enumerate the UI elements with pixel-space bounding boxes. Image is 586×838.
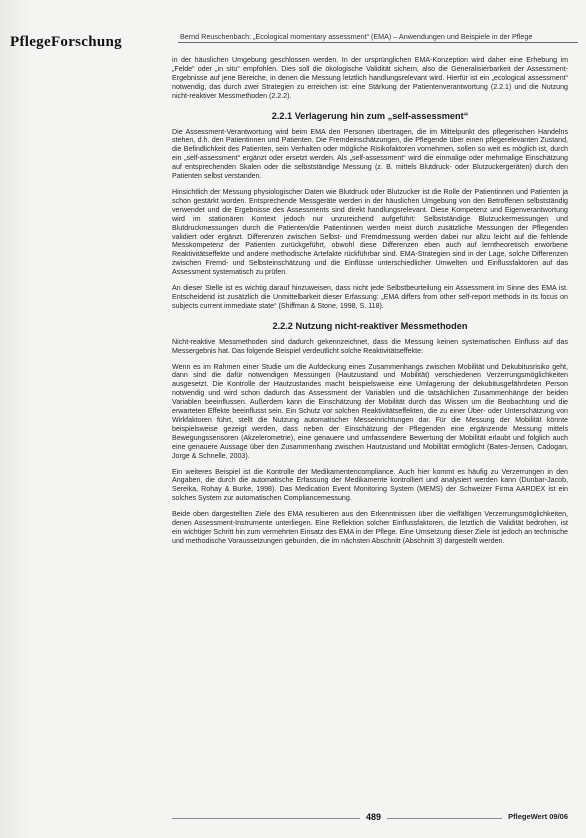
section-heading-2-2-2: 2.2.2 Nutzung nicht-reaktiver Messmethoden <box>272 320 468 331</box>
paragraph: Die Assessment-Verantwortung wird beim EMA den Personen übertragen, die im Mittelpunkt des pflegerischen Handelns stehen, d.h. den Patientinnen und Patienten. Die Fremdeinschätzungen, die Pflegende über einen pflegerelevanten Zustand, die Befindlichkeit des Patienten, sein Verhalten oder mögliche Risikofaktoren vornehmen, sollen so weit es möglich ist, durch ein „self-assessment“ ergänzt oder ersetzt werden. Als „self-assessment“ wird die einmalige oder mehrmalige Einschätzung auf entsprechenden Skalen oder die selbstständige Messung (z. B. mittels Blutdruck- oder Blutzuckergeräten) durch den Patienten selbst verstanden. <box>172 127 568 181</box>
paragraph: Nicht-reaktive Messmethoden sind dadurch gekennzeichnet, dass die Messung keinen systematischen Einfluss auf das Messergebnis hat. Das folgende Beispiel verdeutlicht solche Reaktivitätseffekte: <box>172 337 568 355</box>
paragraph: Ein weiteres Beispiel ist die Kontrolle der Medikamentencompliance. Auch hier kommt es häufig zu Verzerrungen in den Angaben, die durch die automatische Erfassung der Medikamente kontrolliert und analysiert werden kann (Dunbar-Jacob, Sereika, Rohay & Burke, 1998). Das Medication Event Monitoring System (MEMS) der Schweizer Firma AARDEX ist ein solches System zur automatischen Compliancemessung. <box>172 467 568 503</box>
journal-issue: PflegeWert 09/06 <box>502 812 568 821</box>
paragraph: Hinsichtlich der Messung physiologischer Daten wie Blutdruck oder Blutzucker ist die Rolle der Patientinnen und Patienten ja schon gestärkt worden. Entsprechende Messgeräte werden in der häuslichen Umgebung von den Betroffenen selbstständig verwendet und die Ergebnisse des Assessments sind direkt handlungsrelevant. Diese Kompetenz und Eigenverantwortung wird im stationären Kontext jedoch nur unzureichend aufgeführt: Selbstständige Blutzuckermessungen und Blutdruckmessungen durch die Patienten/die Patientinnen werden meist durch zusätzliche Messungen der Pflegenden validiert oder ergänzt. Differenzen zwischen Selbst- und Fremdmessung werden dabei nur allzu leicht auf die fehlende Messkompetenz der Patienten zurückgeführt, obwohl diese Differenzen eben auch auf lerntheoretisch erworbene Reaktivitätseffekte und andere methodische Artefakte rückführbar sind. EMA-Strategien sind in der Lage, solche Differenzen zwischen Fremd- und Selbsteinschätzung und die Einflüsse unterschiedlicher Umwelten und Einflussfaktoren auf das Assessment systematisch zu prüfen. <box>172 187 568 277</box>
intro-paragraph: in der häuslichen Umgebung geschlossen werden. In der ursprünglichen EMA-Konzeption wird daher eine Erhebung im „Felde“ oder „in situ“ empfohlen. Dies soll die ökologische Validität sichern, also die Generalisierbarkeit der Assessment-Ergebnisse auf jene Bereiche, in denen die Messung letztlich handlungsrelevant wird. Hierfür ist ein „ecological assessment“ notwendig, das durch zwei Strategien zu erreichen ist: eine Stärkung der Patientenverantwortung (2.2.1) und die Nutzung nicht-reaktiver Messmethoden (2.2.2). <box>172 56 568 100</box>
paragraph: An dieser Stelle ist es wichtig darauf hinzuweisen, dass nicht jede Selbstbeurteilung ein Assessment im Sinne des EMA ist. Entscheidend ist zusätzlich die Unmittelbarkeit dieser Erfassung: „EMA differs from other self-report methods in its focus on subjects current immediate state“ (Shiffman & Stone, 1998, S. 118). <box>172 284 568 310</box>
section-heading-2-2-1: 2.2.1 Verlagerung hin zum „self-assessment“ <box>271 110 469 121</box>
paragraph: Beide oben dargestellten Ziele des EMA resultieren aus den Erkenntnissen über die vielfältigen Verzerrungsmöglichkeiten, denen Assessment-Instrumente unterliegen. Eine Reflektion solcher Einflussfaktoren, die letztlich die Validität bedrohen, ist ein wichtiger Schritt hin zum vermehrten Einsatz des EMA in der Pflege. Eine Umsetzung dieser Ziele ist jedoch an technische und methodische Voraussetzungen gebunden, die im nächsten Abschnitt (Abschnitt 3) dargestellt werden. <box>172 510 568 545</box>
page-header <box>10 30 580 52</box>
paragraph: Wenn es im Rahmen einer Studie um die Aufdeckung eines Zusammenhangs zwischen Mobilität und Dekubitusrisiko geht, dann sind die dafür notwendigen Messungen (Hautzustand und Mobilität) verschiedenen Verzerrungsmöglichkeiten ausgesetzt. Die Kontrolle der Hautzustandes macht beispielsweise eine Umlagerung der dekubitusgefährdeten Person notwendig und wird schon dadurch das Assessment der Variablen und die tatsächlichen Zusammenhänge der beiden Variablen beeinflussen. Außerdem kann die Einschätzung der Mobilität durch das Wissen um die Beobachtung und die erwarteten Effekte beeinflusst sein. Ein Schutz vor solchen Reaktivitätseffekten, die zu einer Über- oder Unterschätzung von Wirkfaktoren führt, stellt die Nutzung automatischer Messeinrichtungen dar. Für die Messung der Mobilität könnte beispielsweise gezeigt werden, dass neben der Einschätzung der Pflegenden eine ergänzende Messung mittels Bewegungssensoren (Akzelerometrie), eine genauere und umfassendere Bewertung der Mobilität erlaubt und folglich auch eine genauere Aussage über den Zusammenhang zwischen Hautzustand und Mobilität ermöglicht (Bates-Jensen, Cadogan, Jorge & Schnelle, 2003). <box>172 362 568 460</box>
page-footer <box>172 812 568 826</box>
journal-logo: PflegeForschung <box>10 34 122 50</box>
header-rule <box>178 42 578 43</box>
article-body <box>172 56 568 553</box>
page-number: 489 <box>360 812 387 822</box>
running-head: Bernd Reuschenbach: „Ecological momentary assessment“ (EMA) – Anwendungen und Beispiele in der Pflege <box>180 32 533 41</box>
